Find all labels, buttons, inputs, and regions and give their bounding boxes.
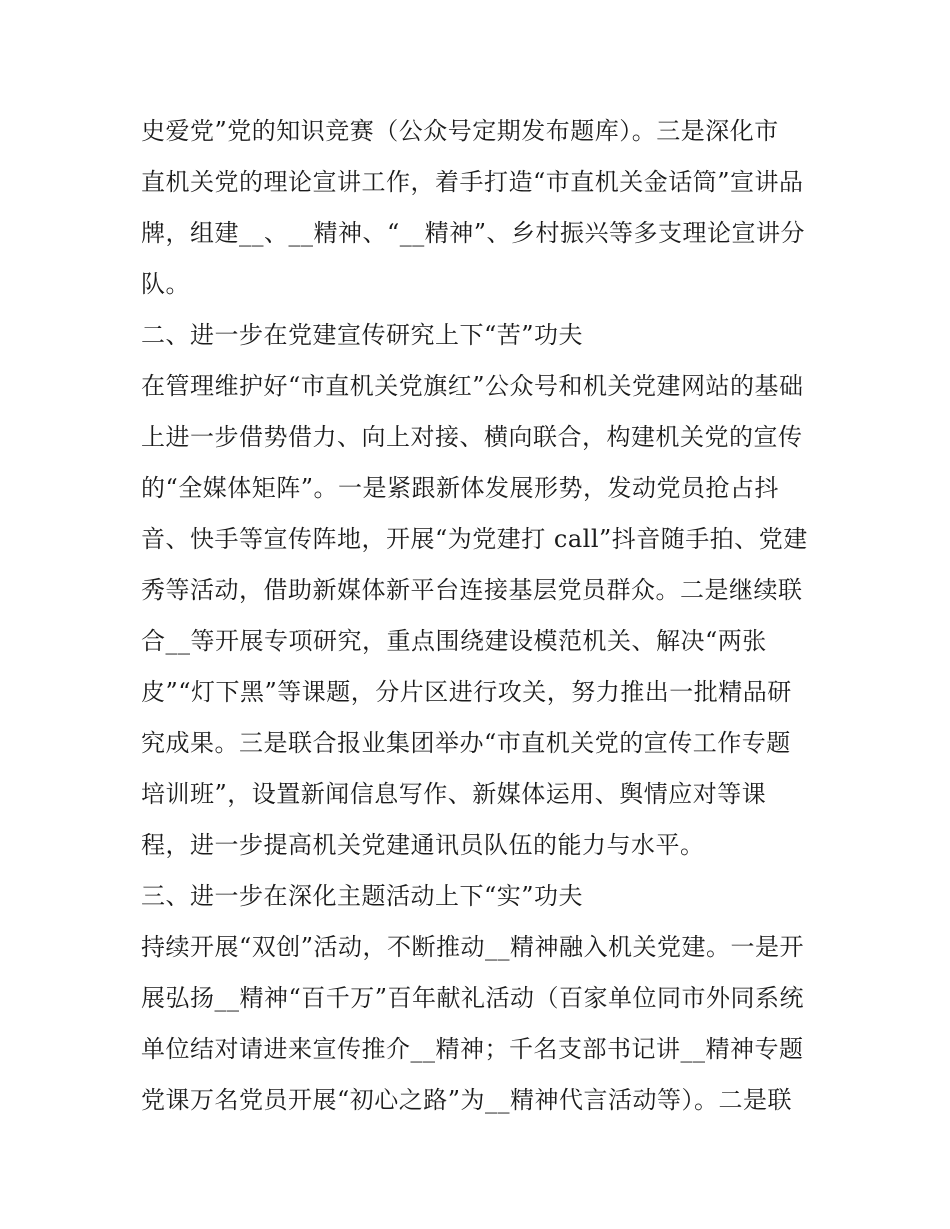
text-line: 展弘扬__精神“百千万”百年献礼活动（百家单位同市外同系统 xyxy=(141,984,805,1012)
text-line: 音、快手等宣传阵地，开展“为党建打 call”抖音随手拍、党建 xyxy=(141,525,808,553)
text-line: 队。 xyxy=(141,270,190,298)
text-line: 持续开展“双创”活动，不断推动__精神融入机关党建。一是开 xyxy=(141,933,805,961)
text-line: 程，进一步提高机关党建通讯员队伍的能力与水平。 xyxy=(141,831,705,859)
text-line: 直机关党的理论宣讲工作，着手打造“市直机关金话筒”宣讲品 xyxy=(141,168,804,196)
section-heading-3: 三、进一步在深化主题活动上下“实”功夫 xyxy=(141,882,584,910)
text-line: 秀等活动，借助新媒体新平台连接基层党员群众。二是继续联 xyxy=(141,576,803,604)
text-line: 上进一步借势借力、向上对接、横向联合，构建机关党的宣传 xyxy=(141,423,803,451)
text-line: 培训班”，设置新闻信息写作、新媒体运用、舆情应对等课 xyxy=(141,780,767,808)
text-line: 在管理维护好“市直机关党旗红”公众号和机关党建网站的基础 xyxy=(141,372,804,400)
text-line: 的“全媒体矩阵”。一是紧跟新体发展形势，发动党员抢占抖 xyxy=(141,474,780,502)
text-line: 牌，组建__、__精神、“__精神”、乡村振兴等多支理论宣讲分 xyxy=(141,219,806,247)
text-line: 党课万名党员开展“初心之路”为__精神代言活动等）。二是联 xyxy=(141,1086,793,1114)
section-heading-2: 二、进一步在党建宣传研究上下“苦”功夫 xyxy=(141,321,584,349)
text-line: 究成果。三是联合报业集团举办“市直机关党的宣传工作专题 xyxy=(141,729,791,757)
text-line: 史爱党”党的知识竞赛（公众号定期发布题库）。三是深化市 xyxy=(141,117,779,145)
text-line: 合__等开展专项研究，重点围绕建设模范机关、解决“两张 xyxy=(141,627,767,655)
body-text xyxy=(141,106,821,1126)
text-line: 皮”“灯下黑”等课题，分片区进行攻关，努力推出一批精品研 xyxy=(141,678,792,706)
text-line: 单位结对请进来宣传推介__精神；千名支部书记讲__精神专题 xyxy=(141,1035,804,1063)
